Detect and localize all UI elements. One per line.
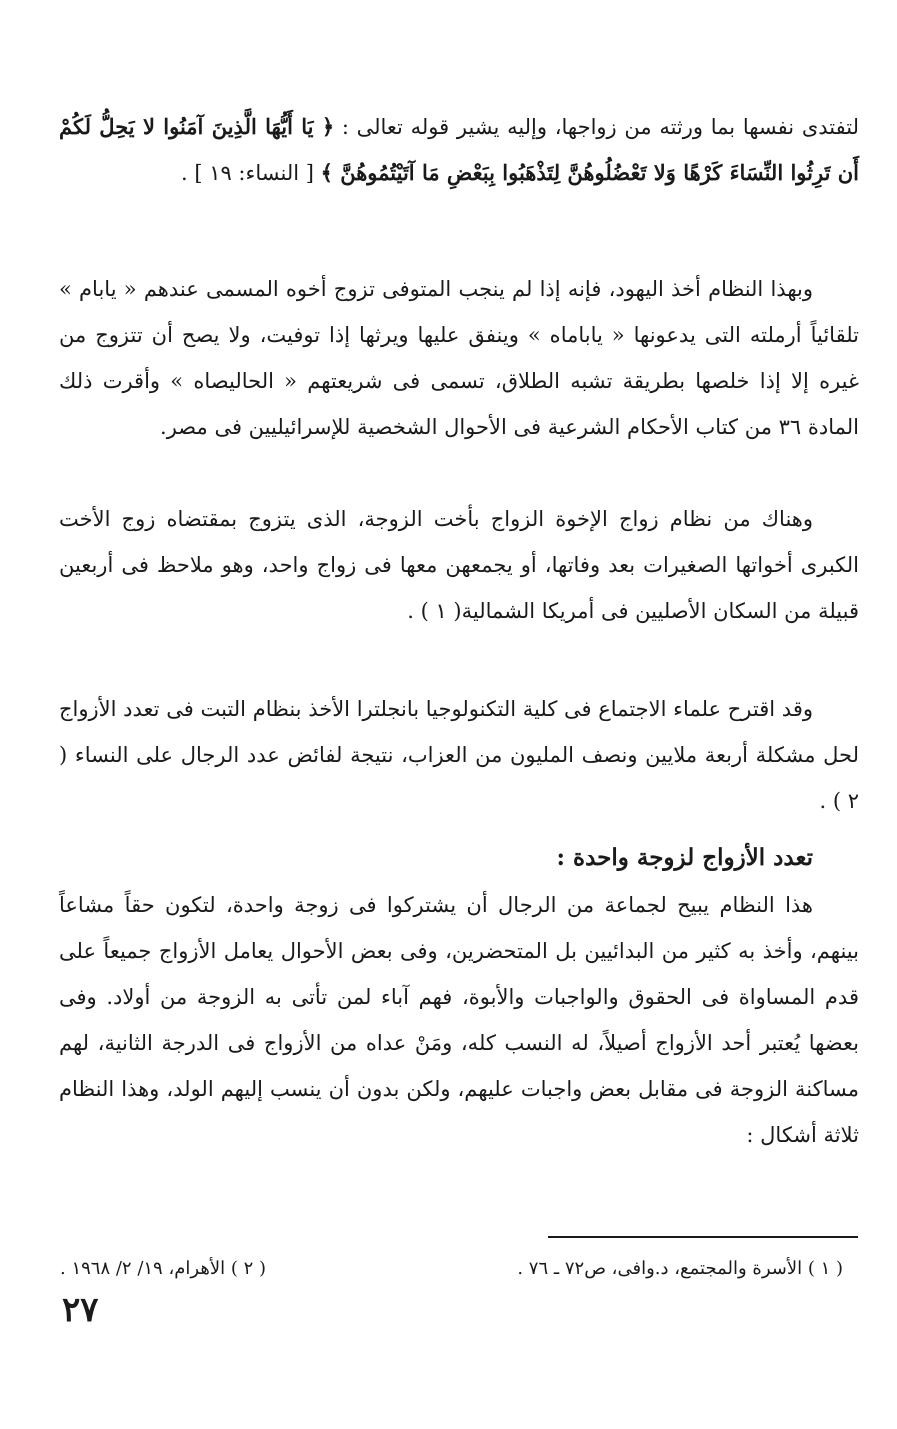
paragraph-5: [59, 882, 859, 1158]
section-heading: تعدد الأزواج لزوجة واحدة :: [556, 844, 813, 871]
quran-verse: ﴿ يَا أَيُّهَا الَّذِينَ آمَنُوا لا يَحِلُّ لَكُمْ أَن تَرِثُوا النِّسَاءَ كَرْهًا وَلا تَعْضُلُوهُنَّ لِتَذْهَبُوا بِبَعْضِ مَا آتَيْتُمُوهُنَّ ﴾: [59, 114, 859, 185]
paragraph-1-text: لتفتدى نفسها بما ورثته من زواجها، وإليه يشير قوله تعالى :: [334, 115, 859, 139]
paragraph-2: [59, 266, 859, 450]
footnote-ref-2: ( ٢ ) .: [59, 743, 859, 813]
paragraph-5-text: هذا النظام يبيح لجماعة من الرجال أن يشتركوا فى زوجة واحدة، لتكون حقاً مشاعاً بينهم، وأخذ به كثير من البدائيين بل المتحضرين، وفى بعض الأحوال يعامل الأزواج جميعاً على قدم المساواة فى الحقوق والواجبات والأبوة، فهم آباء لمن تأتى به الزوجة من أولاد. وفى بعضها يُعتبر أحد الأزواج أصيلاً، له النسب كله، ومَنْ عداه من الأزواج فى الدرجة الثانية، لهم مساكنة الزوجة فى مقابل بعض واجبات عليهم، ولكن بدون أن ينسب إليهم الولد، وهذا النظام ثلاثة أشكال :: [59, 893, 859, 1147]
quran-reference: [ النساء: ١٩ ] .: [180, 161, 321, 185]
paragraph-4: [59, 686, 859, 824]
footnote-2: ( ٢ ) الأهرام، ١٩/ ٢/ ١٩٦٨ .: [60, 1258, 266, 1279]
paragraph-1: [59, 104, 859, 196]
footnotes: [60, 1252, 843, 1286]
paragraph-3-text: وهناك من نظام زواج الإخوة الزواج بأخت الزوجة، الذى يتزوج بمقتضاه زوج الأخت الكبرى أخواتها الصغيرات بعد وفاتها، أو يجمعهن معها فى زواج واحد، وهو ملاحظ فى أربعين قبيلة من السكان الأصليين فى أمريكا الشمالية: [59, 507, 859, 623]
paragraph-2-text: وبهذا النظام أخذ اليهود، فإنه إذا لم ينجب المتوفى تزوج أخوه المسمى عندهم « يابام » تلقائياً أرملته التى يدعونها « ياباماه » وينفق عليها ويرثها إذا توفيت، ولا يصح أن تتزوج من غيره إلا إذا خلصها بطريقة تشبه الطلاق، تسمى فى شريعتهم « الحاليصاه » وأقرت ذلك المادة ٣٦ من كتاب الأحكام الشرعية فى الأحوال الشخصية للإسرائيليين فى مصر.: [59, 277, 859, 439]
paragraph-3: [59, 496, 859, 634]
footnote-divider: [548, 1236, 858, 1238]
footnote-ref-1: ( ١ ) .: [407, 599, 462, 623]
page-number: ٢٧: [62, 1290, 99, 1330]
paragraph-4-text: وقد اقترح علماء الاجتماع فى كلية التكنولوجيا بانجلترا الأخذ بنظام التبت فى تعدد الأزواج لحل مشكلة أربعة ملايين ونصف المليون من العزاب، نتيجة لفائض عدد الرجال على النساء: [59, 697, 859, 767]
footnote-1: ( ١ ) الأسرة والمجتمع، د.وافى، ص٧٢ ـ ٧٦ .: [517, 1258, 843, 1279]
